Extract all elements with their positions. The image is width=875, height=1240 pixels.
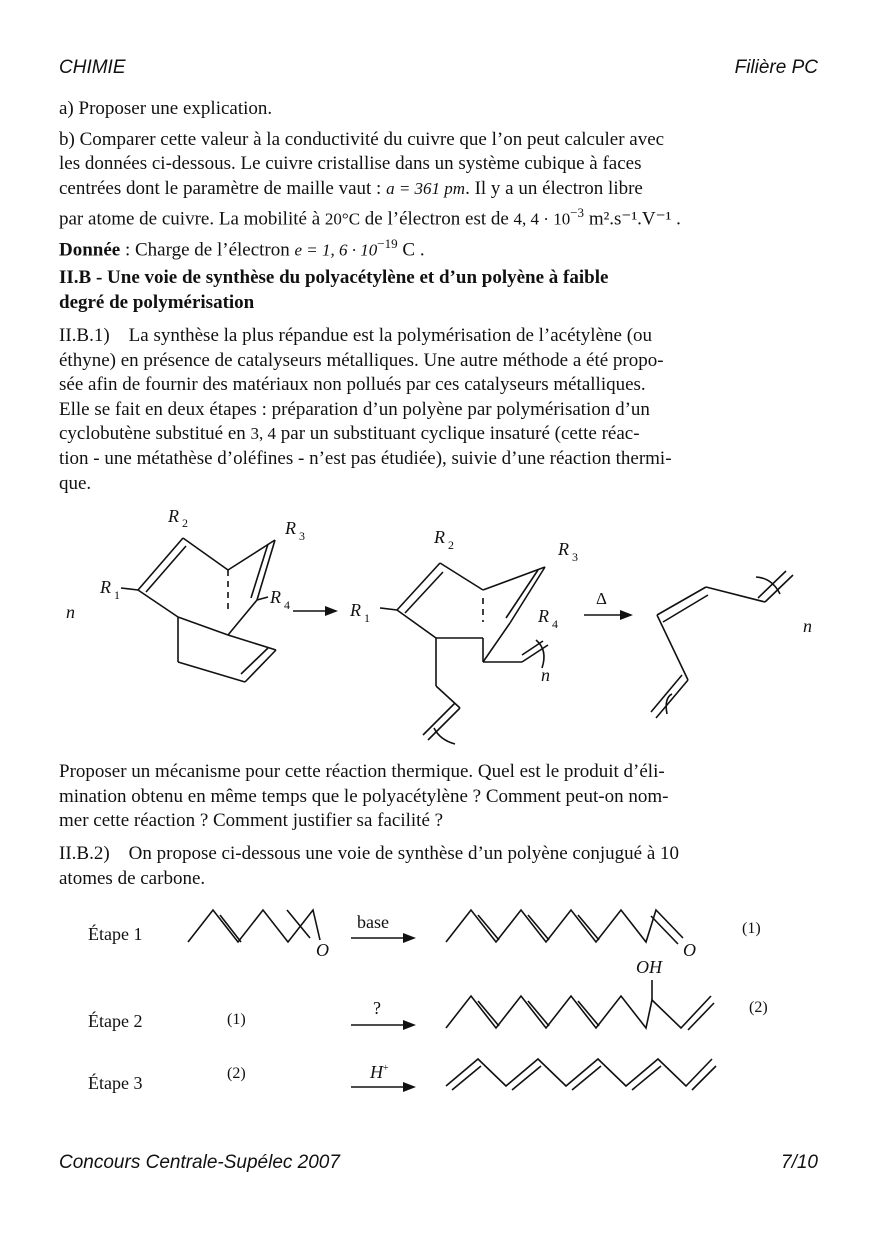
header-track: Filière PC [734, 57, 818, 78]
reagent-base: base [357, 912, 389, 932]
step-2-reactant: (1) [227, 1011, 246, 1028]
section-title: II.B - Une voie de synthèse du polyacétylène et d’un polyène à faible degré de polymérisation [59, 267, 609, 313]
label-delta: Δ [596, 589, 607, 608]
reagent-acid: H+ [370, 1062, 389, 1082]
step-2-label: Étape 2 [88, 1011, 143, 1031]
mobility-value: 4, 4 · 10 [513, 209, 571, 229]
svg-text:1: 1 [114, 588, 120, 602]
step-3-reactant: (2) [227, 1065, 246, 1082]
label-r3-mid: R [558, 539, 569, 559]
polyacetylene-structure [651, 571, 793, 718]
question-block-ab [59, 97, 817, 263]
label-r4-mid: R [538, 606, 549, 626]
svg-text:2: 2 [448, 538, 454, 552]
label-r1-left: R [100, 577, 111, 597]
reagent-unknown: ? [373, 998, 381, 1018]
svg-text:1: 1 [364, 611, 370, 625]
product-1-label: (1) [742, 920, 761, 937]
crotonaldehyde-structure [188, 910, 320, 942]
svg-text:3: 3 [299, 529, 305, 543]
product-2-structure [446, 980, 714, 1030]
question-b1-followup: Proposer un mécanisme pour cette réaction thermique. Quel est le produit d’éli- mination obtenu en même temps que le polyacétylène ? Comment peut-on nom- mer cette réaction ? Comment justifier sa facilité ? [59, 761, 669, 832]
question-b2-label: II.B.2) [59, 843, 110, 864]
product-2-label: (2) [749, 999, 768, 1016]
label-r4-left: R [270, 587, 281, 607]
label-r2-left: R [168, 506, 179, 526]
step-1-label: Étape 1 [88, 924, 143, 944]
svg-text:4: 4 [284, 598, 290, 612]
data-label: Donnée [59, 239, 121, 261]
lattice-parameter: a = 361 pm [386, 178, 466, 198]
hydroxyl-label: OH [636, 957, 662, 977]
question-b1: II.B.1) La synthèse la plus répandue est la polymérisation de l’acétylène (ou éthyne) en présence de catalyseurs métalliques. Une autre méthode a été propo- sée afin de fournir des matériaux non pollués par ces catalyseurs métalliques. Elle se fait en deux étapes : préparation d’un polyène par polymérisation d’un cyclobutène substitué en 3, 4 par un substituant cyclique insaturé (cette réac- tion - une métathèse d’oléfines - n’est pas étudiée), suivie d’une réaction thermi- que. [59, 325, 672, 494]
polyene-scheme [0, 900, 875, 1100]
temperature: 20°C [324, 209, 361, 229]
question-b2: II.B.2) On propose ci-dessous une voie de synthèse d’un polyène conjugué à 10 atomes de carbone. [59, 843, 679, 889]
svg-text:4: 4 [552, 617, 558, 631]
label-r1-mid: R [350, 600, 361, 620]
footer-page-number: 7/10 [781, 1152, 818, 1173]
question-b: b) Comparer cette valeur à la conductivité du cuivre que l’on peut calculer avec les données ci-dessous. Le cuivre cristallise dans un système cubique à faces centrées dont le paramètre de maille vaut : a = 361 pm. Il y a un électron libre par atome de cuivre. La mobilité à 20°C de l’électron est de 4, $4 \cdot 10^{-3}$ m².s⁻¹.V⁻¹ . Donnée : Charge de l’électron e = 1, $6 \cdot 10^{-19}$ C . [59, 128, 681, 261]
footer-contest: Concours Centrale-Supélec 2007 [59, 1152, 340, 1173]
label-n-polymer: n [541, 665, 550, 685]
step-3-label: Étape 3 [88, 1073, 143, 1093]
question-b1-label: II.B.1) [59, 325, 110, 346]
decapentaene-structure [446, 1059, 716, 1090]
header-subject: CHIMIE [59, 57, 126, 78]
monomer-structure [121, 538, 276, 682]
label-n-monomer: n [66, 602, 75, 622]
oxygen-label-product: O [683, 940, 696, 960]
question-a: a) Proposer une explication. [59, 98, 273, 119]
svg-text:3: 3 [572, 550, 578, 564]
product-1-structure [446, 910, 683, 944]
polymer-structure [380, 563, 548, 744]
svg-text:2: 2 [182, 516, 188, 530]
electron-charge: e = 1, 6 · 10 [294, 240, 378, 260]
oxygen-label-start: O [316, 940, 329, 960]
polyacetylene-scheme [0, 495, 875, 755]
label-r2-mid: R [434, 527, 445, 547]
label-n-polyacetylene: n [803, 616, 812, 636]
label-r3-left: R [285, 518, 296, 538]
